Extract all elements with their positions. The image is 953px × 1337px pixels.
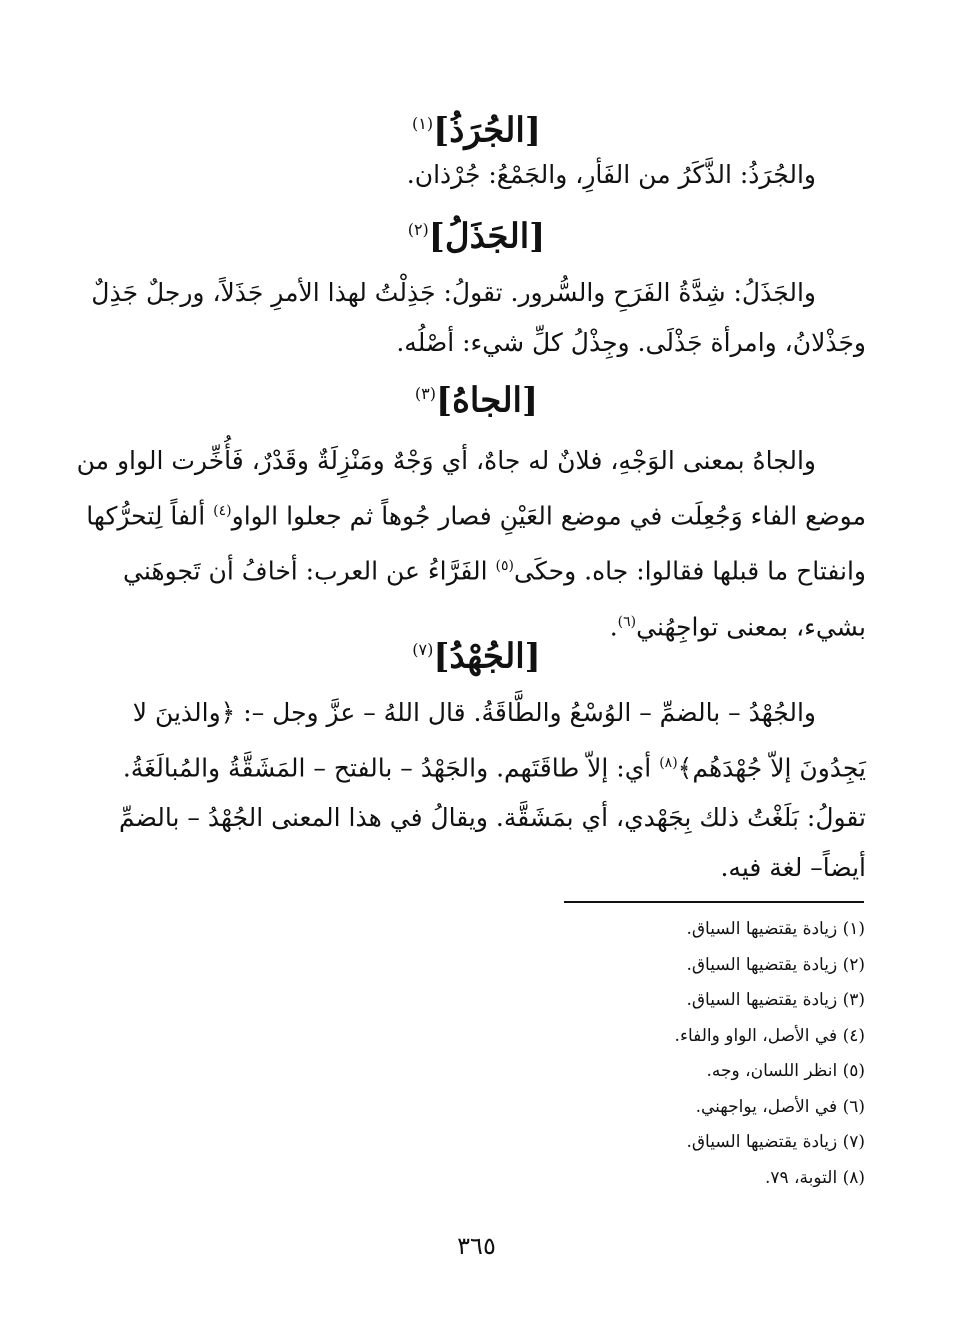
footnote-ref: (٢) (407, 220, 429, 239)
footnote-ref: (٣) (414, 384, 436, 403)
entry-title-jadal (0, 208, 953, 258)
entry-body-jah (76, 436, 866, 652)
footnote: (٦) في الأصل، يواجهني. (695, 1096, 865, 1117)
footnote: (٣) زيادة يقتضيها السياق. (686, 990, 865, 1010)
body-line: وجَذْلانُ، وامرأة جَذْلَى. وجِذْلُ كلِّ شيء: أصْلُه. (396, 328, 866, 357)
body-line: أيضاً– لغة فيه. (720, 853, 866, 883)
footnotes (445, 912, 865, 1196)
footnote-ref: (٤) (213, 503, 232, 519)
footnote: (٨) التوبة، ٧٩. (764, 1167, 865, 1188)
entry-title-juhd (0, 628, 953, 678)
footnote-ref: (٨) (659, 755, 678, 771)
body-line: والجُرَذُ: الذَّكَرُ من الفَأرِ، والجَمْعُ: جُرْذان. (406, 160, 816, 189)
footnote-ref: (٥) (495, 558, 515, 575)
entry-title-text: [الجُرَذُ] (433, 110, 541, 151)
body-line: بشيء، بمعنى تواجِهُني$^{(٦)}$. (609, 611, 866, 641)
page-number: ٣٦٥ (457, 1232, 496, 1260)
entry-body-juhd (118, 688, 866, 893)
body-line: يَجِدُونَ إلاّ جُهْدَهُم﴾$^{(٨)}$ أي: إلاّ طاقَتَهم. والجَهْدُ – بالفتح – المَشَقَّةُ والمُبالَغَةُ. (122, 753, 866, 783)
entry-title-text: [الجَذَلُ] (428, 216, 546, 257)
body-line: والجَذَلُ: شِدَّةُ الفَرَحِ والسُّرور. تقولُ: جَذِلْتُ لهذا الأمرِ جَذَلاً، ورجلٌ جَذِلٌ (91, 278, 816, 307)
footnote-ref: (١) (412, 114, 434, 133)
footnote-ref: (٦) (617, 613, 637, 630)
entry-title-text: [الجاهُ] (435, 380, 539, 421)
footnote-ref: (٧) (412, 640, 434, 659)
entry-body-jadal (91, 268, 866, 368)
entry-title-text: [الجُهْدُ] (433, 636, 541, 677)
entry-body-jurad (122, 150, 866, 200)
entry-title-jurad (0, 102, 953, 152)
footnote: (٧) زيادة يقتضيها السياق. (686, 1132, 865, 1152)
footnote: (١) زيادة يقتضيها السياق. (686, 919, 865, 939)
footnote-separator (564, 901, 864, 903)
footnote: (٥) انظر اللسان، وجه. (706, 1061, 865, 1081)
body-line: تقولُ: بَلَغْتُ ذلك بِجَهْدي، أي بمَشَقَّة. ويقالُ في هذا المعنى الجُهْدُ – بالضمِّ (118, 803, 866, 833)
body-line: وانفتاح ما قبلها فقالوا: جاه. وحكَى$^{(٥)}$ الفَرَّاءُ عن العرب: أخافُ أن تَجوهَني (123, 556, 866, 586)
footnote: (٤) في الأصل، الواو والفاء. (674, 1025, 865, 1046)
body-line: والجاهُ بمعنى الوَجْهِ، فلانٌ له جاهٌ، أي وَجْهٌ ومَنْزِلَةٌ وقَدْرٌ، فَأُخِّرت الواو من (76, 446, 816, 475)
body-line: والجُهْدُ – بالضمِّ – الوُسْعُ والطَّاقَةُ. قال اللهُ – عزَّ وجل –: ﴿والذينَ لا (132, 698, 816, 727)
footnote: (٢) زيادة يقتضيها السياق. (686, 954, 865, 975)
entry-title-jah (0, 372, 953, 422)
body-line: موضع الفاء وَجُعِلَت في موضع العَيْنِ فصار جُوهاً ثم جعلوا الواو$^{(٤)}$ ألفاً لِتحرُّكها (86, 501, 866, 531)
